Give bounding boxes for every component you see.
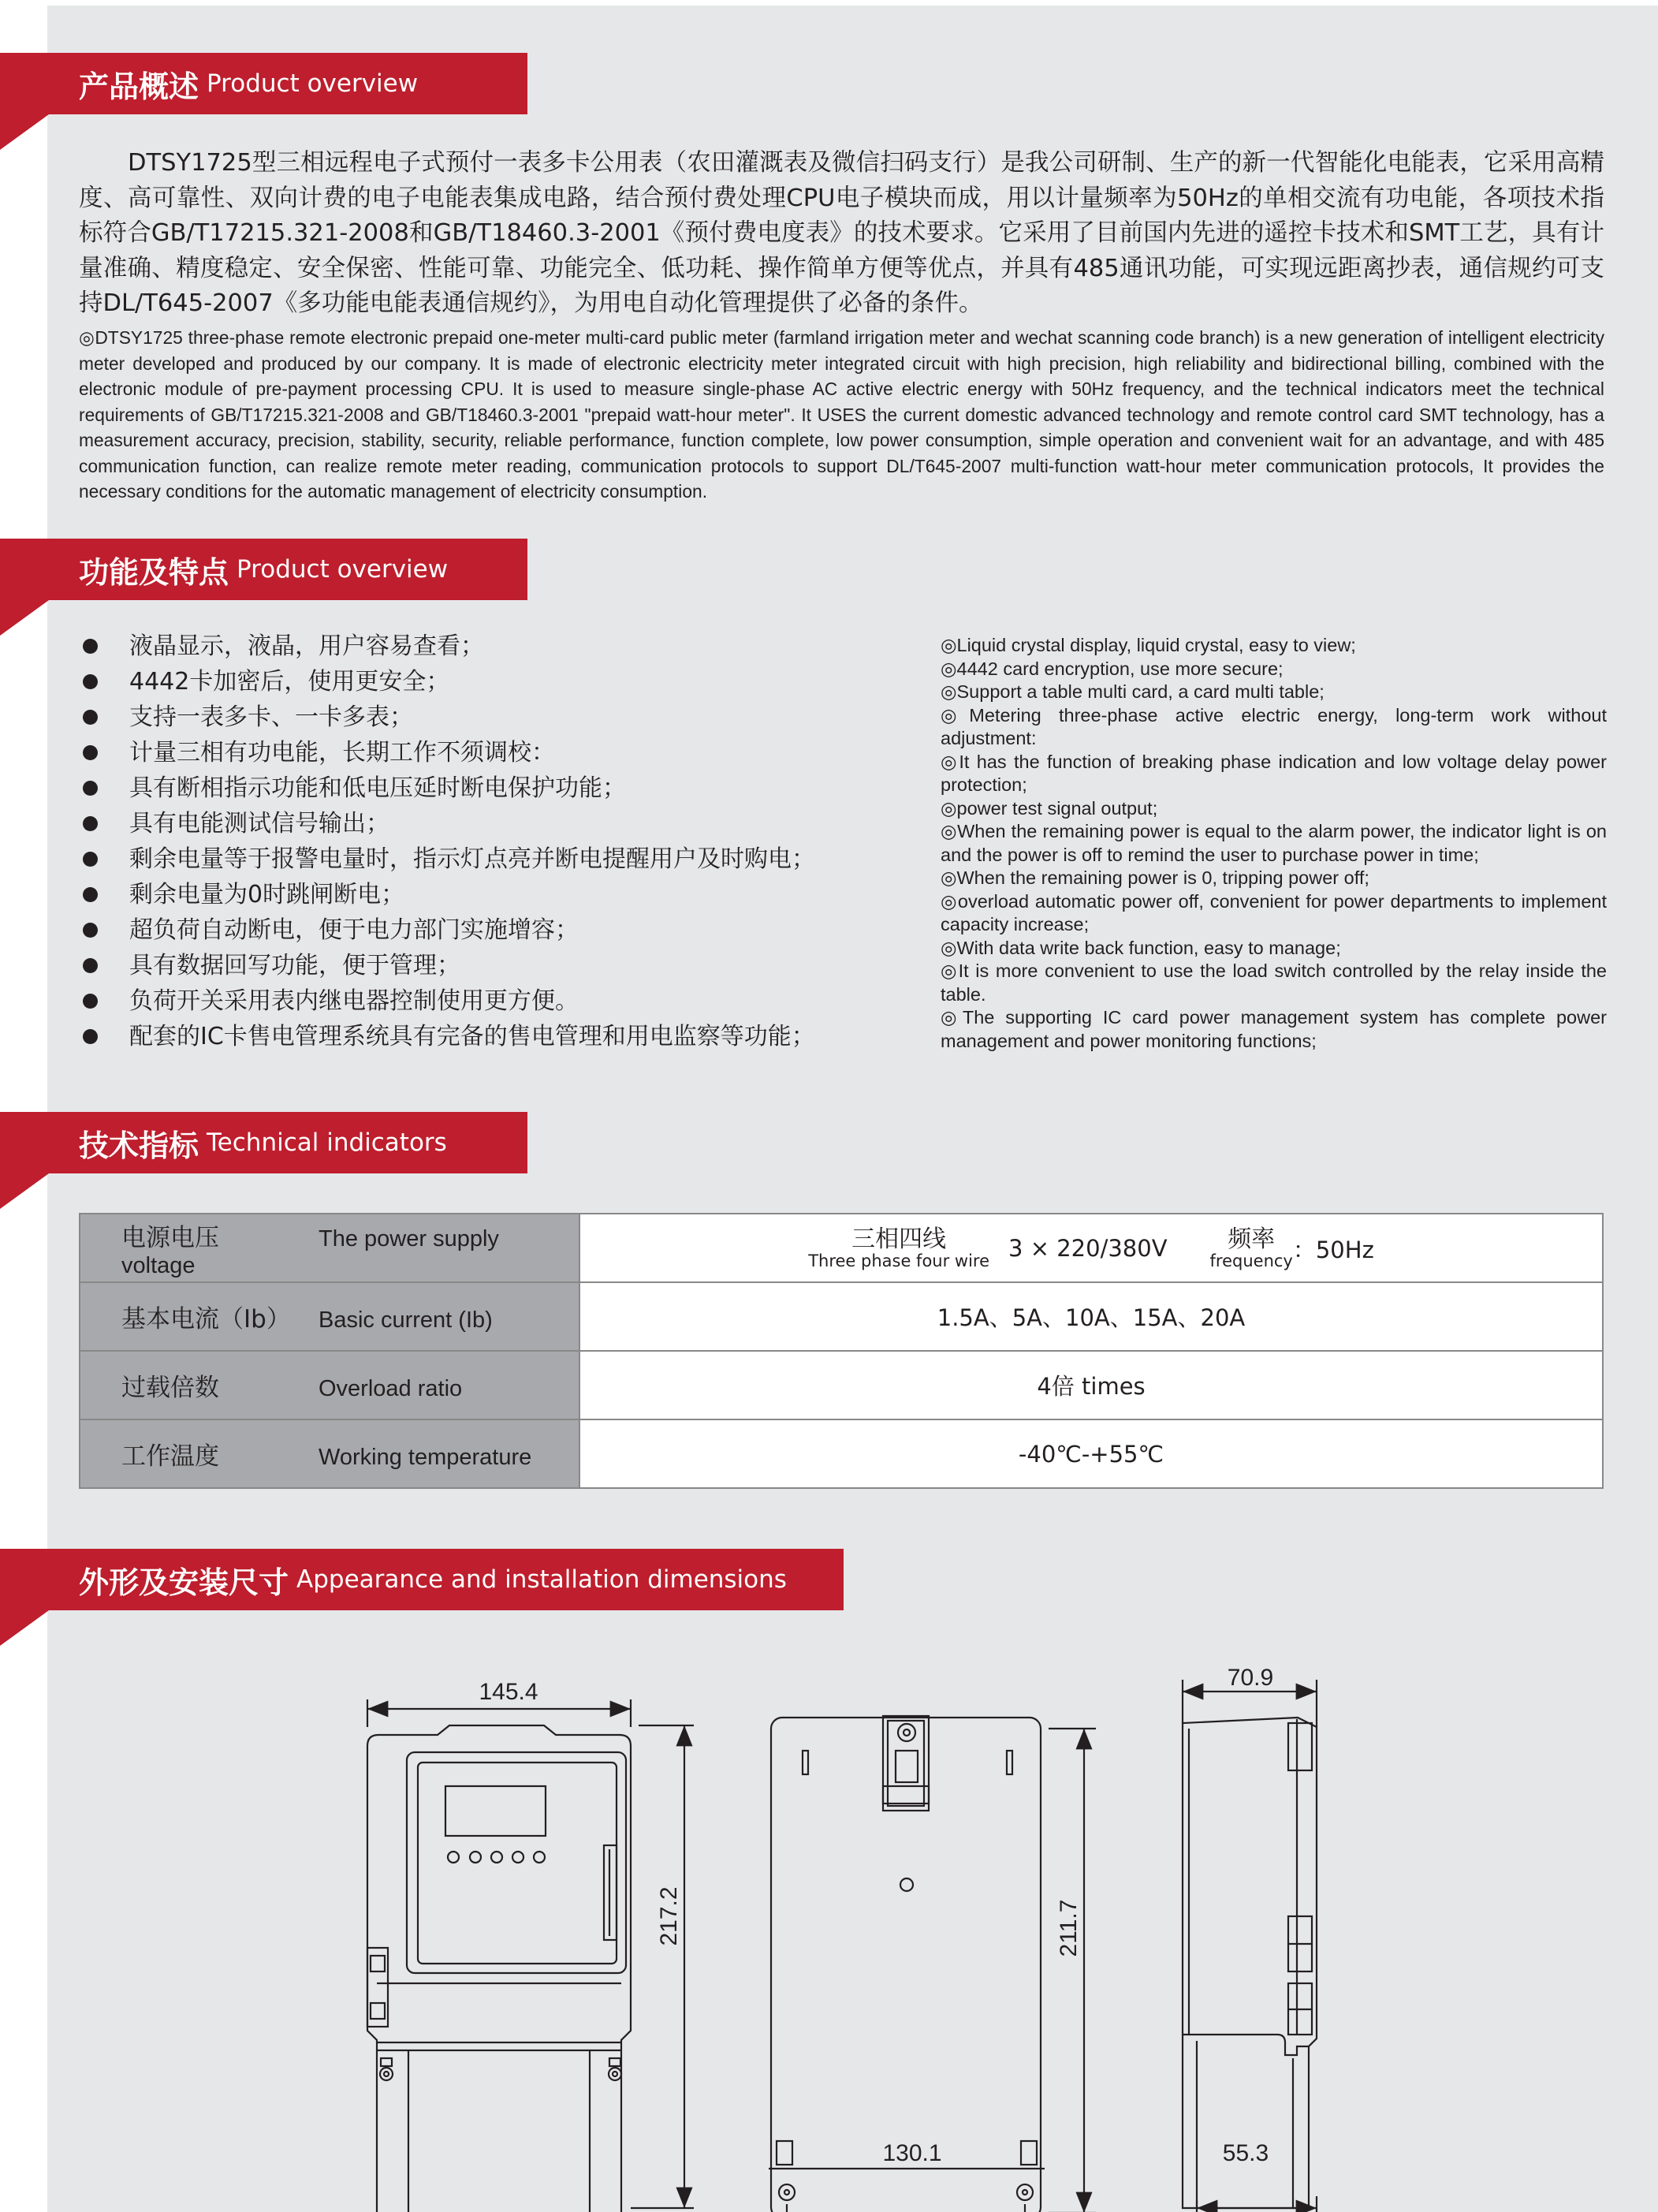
section-title-en: Product overview — [237, 555, 449, 584]
overview-text-cn: DTSY1725型三相远程电子式预付一表多卡公用表（农田灌溉表及微信扫码支行）是我公司研制、生产的新一代智能化电能表，它采用高精度、高可靠性、双向计费的电子电能表集成电路，结合预付费处理CPU电子模块而成，用以计量频率为50Hz的单相交流有功电能，各项技术指标符合GB/T17215.321-2008和GB/T18460.3-2001《预付费电度表》的技术要求。它采用了目前国内先进的遥控卡技术和SMT工艺，具有计量准确、精度稳定、安全保密、性能可靠、功能完全、低功耗、操作简单方便等优点，并具有485通讯功能，可实现远距离抄表，通信规约可支持DL/T645-2007《多功能电能表通信规约》，为用电自动化管理提供了必备的条件。 — [79, 149, 1604, 317]
section-title-en: Technical indicators — [207, 1128, 447, 1157]
voltage-text: 3 × 220/380V — [1008, 1235, 1168, 1262]
spec-value-cell: -40℃-+55℃ — [579, 1419, 1603, 1488]
list-item: ◎Liquid crystal display, liquid crystal, easy to view; — [941, 635, 1356, 655]
spec-value-cell: 4倍 times — [579, 1351, 1603, 1419]
back-view-drawing — [769, 1716, 1096, 2212]
list-item: ◎4442 card encryption, use more secure; — [941, 658, 1284, 679]
list-item: ◎overload automatic power off, convenient for power departments to implement capacity increase; — [941, 890, 1607, 934]
section-title-en: Appearance and installation dimensions — [296, 1565, 787, 1594]
list-item-text: 剩余电量等于报警电量时，指示灯点亮并断电提醒用户及时购电； — [129, 845, 815, 873]
section-title-cn: 产品概述 — [79, 69, 199, 104]
list-item-text: 具有数据回写功能，便于管理； — [129, 952, 460, 979]
list-item: ◎power test signal output; — [941, 797, 1158, 819]
dimension-label: 55.3 — [1222, 2140, 1269, 2166]
overview-text-en: ◎DTSY1725 three-phase remote electronic prepaid one-meter multi-card public meter (farmland irrigation meter and wechat scanning code branch) is a new generation of intelligent electricity meter developed and produced by our company. It is made of electronic electricity meter integrated circuit with high precision, high reliability and bidirectional billing, combined with the electronic module of pre-payment processing CPU. It is used to measure single-phase AC active electric energy with 50Hz frequency, and the technical indicators meet the technical requirements of GB/T17215.321-2008 and GB/T18460.3-2001 "prepaid watt-hour meter". It USES the current domestic advanced technology and remote control card SMT technology, has a measurement accuracy, precision, stability, security, reliable performance, function complete, low power consumption, simple operation and convenient wait for an advantage, and with 485 communication function, can realize remote meter reading, communication protocols to support DL/T645-2007 multi-function watt-hour meter communication protocols, It provides the necessary conditions for the automatic management of electricity consumption. — [79, 327, 1604, 502]
list-item: ◎Metering three-phase active electric energy, long-term work without adjustment: — [941, 704, 1607, 748]
spec-label-en: Basic current (Ib) — [319, 1307, 493, 1333]
section-title-cn: 技术指标 — [79, 1128, 199, 1163]
spec-label-cn: 电源电压 — [121, 1223, 219, 1252]
list-item-text: 4442卡加密后，使用更安全； — [129, 668, 450, 696]
list-item-text: 液晶显示，液晶，用户容易查看； — [129, 632, 484, 660]
spec-label-en: Working temperature — [319, 1445, 532, 1470]
list-item: ◎With data write back function, easy to manage; — [941, 937, 1341, 958]
side-view-drawing — [1183, 1680, 1317, 2212]
front-view-drawing — [367, 1699, 694, 2212]
list-item-text: 超负荷自动断电，便于电力部门实施增容； — [129, 916, 579, 944]
list-item-text: 计量三相有功电能，长期工作不须调校： — [129, 739, 555, 767]
list-item: ◎When the remaining power is equal to the alarm power, the indicator light is on and the power is off to remind the user to purchase power in time; — [941, 821, 1607, 865]
wire-label-cn: 三相四线 — [851, 1225, 947, 1253]
list-item: ◎It is more convenient to use the load switch controlled by the relay inside the table. — [941, 961, 1607, 1005]
frequency-value: ：50Hz — [1292, 1236, 1374, 1263]
dimension-label: 130.1 — [882, 2140, 942, 2166]
spec-label-cn: 过载倍数 — [121, 1374, 219, 1402]
section-title-cn: 外形及安装尺寸 — [79, 1565, 289, 1600]
list-item: ◎It has the function of breaking phase indication and low voltage delay power protection; — [941, 751, 1607, 795]
list-item: ◎Support a table multi card, a card multi table; — [941, 681, 1325, 702]
spec-label-en: The power supply voltage — [121, 1225, 499, 1278]
dimension-label: 217.2 — [656, 1886, 682, 1946]
list-item: ◎When the remaining power is 0, tripping power off; — [941, 867, 1369, 888]
list-item-text: 支持一表多卡、一卡多表； — [129, 703, 413, 731]
section-title-en: Product overview — [207, 69, 419, 98]
spec-label-cn: 工作温度 — [121, 1442, 219, 1471]
frequency-label-cn: 频率 — [1228, 1225, 1276, 1253]
spec-value-cell: 1.5A、5A、10A、15A、20A — [579, 1282, 1603, 1351]
list-item-text: 具有电能测试信号输出； — [129, 810, 389, 837]
section-title-cn: 功能及特点 — [79, 554, 229, 590]
spec-label-cn: 基本电流（Ib） — [121, 1305, 291, 1334]
list-item-text: 负荷开关采用表内继电器控制使用更方便。 — [129, 987, 579, 1015]
frequency-label-en: frequency — [1209, 1251, 1293, 1270]
list-item-text: 具有断相指示功能和低电压延时断电保护功能； — [129, 774, 626, 802]
dimension-label: 70.9 — [1227, 1665, 1274, 1691]
dimension-label: 211.7 — [1056, 1899, 1082, 1957]
list-item-text: 配套的IC卡售电管理系统具有完备的售电管理和用电监察等功能； — [129, 1023, 815, 1050]
list-item: ◎The supporting IC card power management system has complete power management and power monitoring functions; — [941, 1007, 1607, 1051]
wire-label-en: Three phase four wire — [808, 1251, 990, 1270]
list-item-text: 剩余电量为0时跳闸断电； — [129, 881, 405, 908]
spec-label-en: Overload ratio — [319, 1376, 463, 1401]
dimension-label: 145.4 — [479, 1679, 538, 1705]
